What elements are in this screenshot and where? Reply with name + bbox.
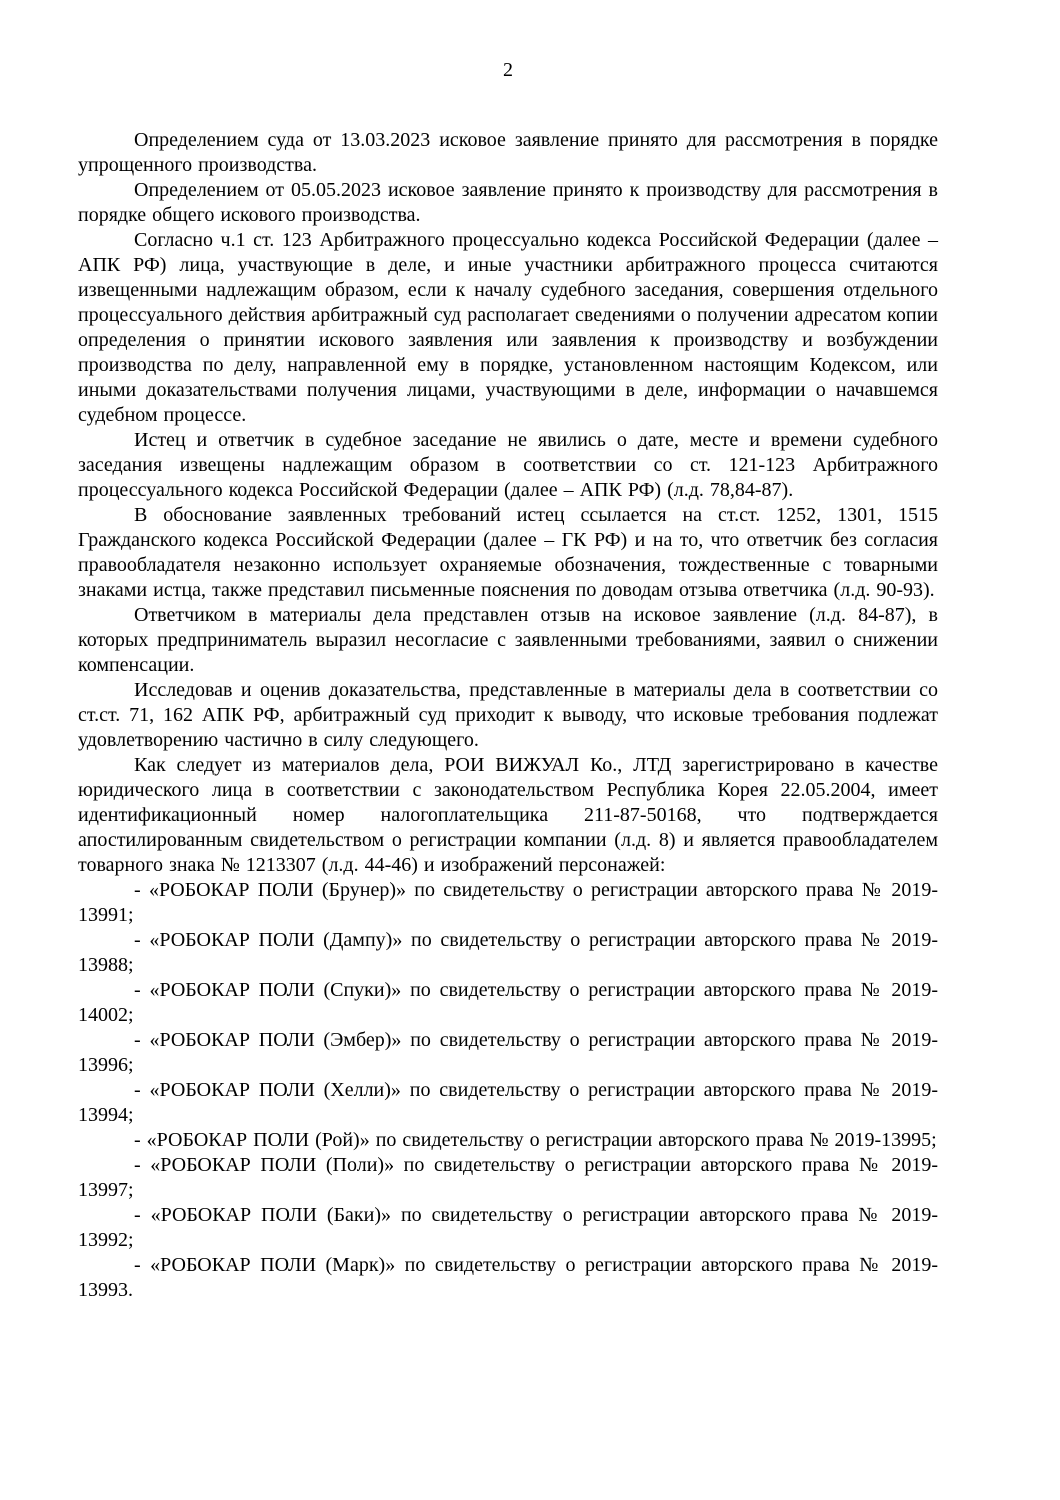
- list-item-poli: - «РОБОКАР ПОЛИ (Поли)» по свидетельству о регистрации авторского права № 2019-13997;: [78, 1154, 938, 1201]
- para-apk-article-123: Согласно ч.1 ст. 123 Арбитражного процессуально кодекса Российской Федерации (далее – АПК РФ) лица, участвующие в деле, и иные участники арбитражного процесса считаются извещенными надлежащим образом, если к началу судебного заседания, совершения отдельного процессуального действия арбитражный суд располагает сведениями о получении адресатом копии определения о принятии искового заявления или заявления к производству и возбуждении производства по делу, направленной ему в порядке, установленном настоящим Кодексом, или иными доказательствами получения лицами, участвующими в деле, информации о начавшемся судебном процессе.: [78, 229, 938, 426]
- page-number: 2: [503, 59, 513, 81]
- list-item-bucky: - «РОБОКАР ПОЛИ (Баки)» по свидетельству о регистрации авторского права № 2019-13992;: [78, 1204, 938, 1251]
- list-item-bruner: - «РОБОКАР ПОЛИ (Брунер)» по свидетельству о регистрации авторского права № 2019-13991;: [78, 879, 938, 926]
- list-item-helly: - «РОБОКАР ПОЛИ (Хелли)» по свидетельству о регистрации авторского права № 2019-13994;: [78, 1079, 938, 1126]
- list-item-roy: - «РОБОКАР ПОЛИ (Рой)» по свидетельству о регистрации авторского права № 2019-13995;: [134, 1129, 937, 1151]
- para-defendant-response: Ответчиком в материалы дела представлен отзыв на исковое заявление (л.д. 84-87), в которых предприниматель выразил несогласие с заявленными требованиями, заявил о снижении компенсации.: [78, 604, 938, 676]
- list-item-amber: - «РОБОКАР ПОЛИ (Эмбер)» по свидетельству о регистрации авторского права № 2019-13996;: [78, 1029, 938, 1076]
- para-claim-grounds: В обоснование заявленных требований истец ссылается на ст.ст. 1252, 1301, 1515 Гражданского кодекса Российской Федерации (далее – ГК РФ) и на то, что ответчик без согласия правообладателя незаконно использует охраняемые обозначения, тождественные с товарными знаками истца, также представил письменные пояснения по доводам отзыва ответчика (л.д. 90-93).: [78, 504, 938, 601]
- para-roi-visual-registration: Как следует из материалов дела, РОИ ВИЖУАЛ Ко., ЛТД зарегистрировано в качестве юридического лица в соответствии с законодательством Республика Корея 22.05.2004, имеет идентификационный номер налогоплательщика 211-87-50168, что подтверждается апостилированным свидетельством о регистрации компании (л.д. 8) и является правообладателем товарного знака № 1213307 (л.д. 44-46) и изображений персонажей:: [78, 754, 938, 876]
- list-item-spooky: - «РОБОКАР ПОЛИ (Спуки)» по свидетельству о регистрации авторского права № 2019-14002;: [78, 979, 938, 1026]
- document-body: [78, 128, 938, 1303]
- para-ruling-13-03-2023: Определением суда от 13.03.2023 исковое заявление принято для рассмотрения в порядке упрощенного производства.: [78, 129, 938, 176]
- para-ruling-05-05-2023: Определением от 05.05.2023 исковое заявление принято к производству для рассмотрения в порядке общего искового производства.: [78, 179, 938, 226]
- para-court-conclusion: Исследовав и оценив доказательства, представленные в материалы дела в соответствии со ст.ст. 71, 162 АПК РФ, арбитражный суд приходит к выводу, что исковые требования подлежат удовлетворению частично в силу следующего.: [78, 679, 938, 751]
- list-item-mark: - «РОБОКАР ПОЛИ (Марк)» по свидетельству о регистрации авторского права № 2019-13993.: [78, 1254, 938, 1301]
- para-parties-notified: Истец и ответчик в судебное заседание не явились о дате, месте и времени судебного заседания извещены надлежащим образом в соответствии со ст. 121-123 Арбитражного процессуального кодекса Российской Федерации (далее – АПК РФ) (л.д. 78,84-87).: [78, 429, 938, 501]
- list-item-dampu: - «РОБОКАР ПОЛИ (Дампу)» по свидетельству о регистрации авторского права № 2019-13988;: [78, 929, 938, 976]
